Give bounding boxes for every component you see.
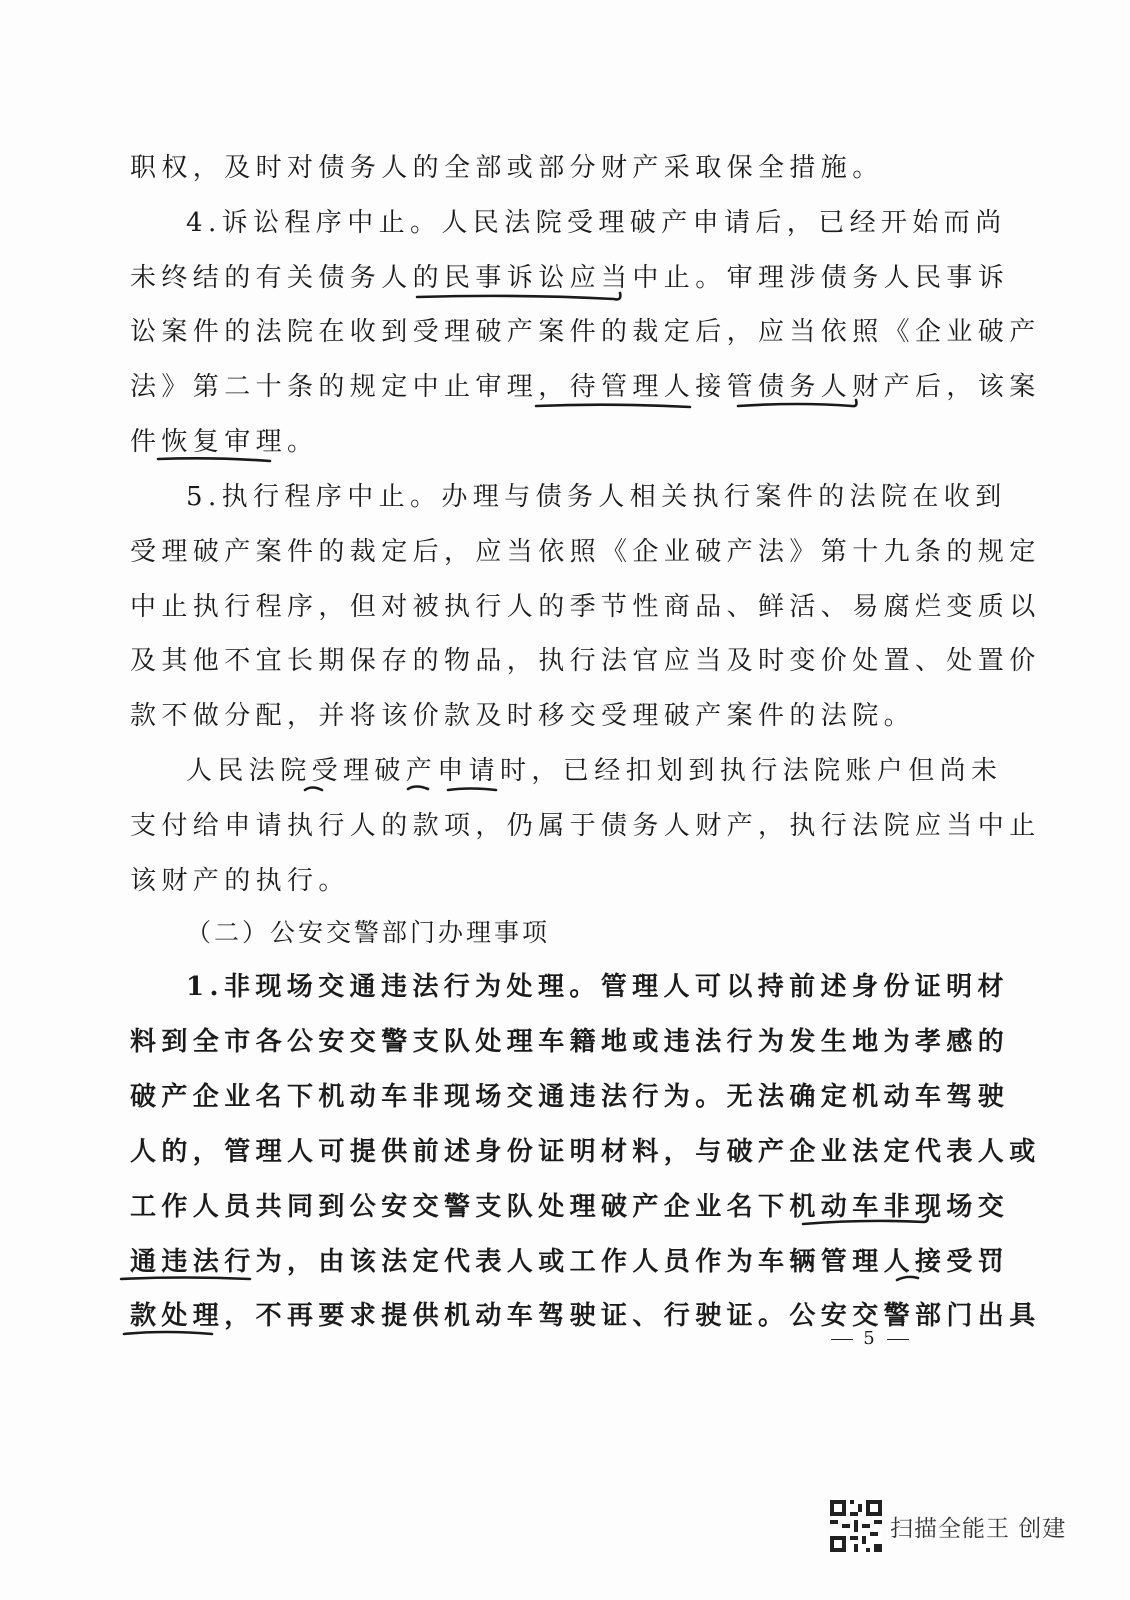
paragraph-4-line: 4.诉讼程序中止。人民法院受理破产申请后，已经开始而尚 [186, 208, 1007, 238]
dash-left [831, 1339, 853, 1340]
text-line: 该财产的执行。 [130, 866, 350, 896]
qr-code-icon [830, 1500, 882, 1552]
text-line: 破产企业名下机动车非现场交通违法行为。无法确定机动车驾驶 [130, 1082, 1010, 1112]
text-line: 料到全市各公安交警支队处理车籍地或违法行为发生地为孝感的 [130, 1027, 1010, 1057]
page-number-value: 5 [863, 1328, 877, 1349]
watermark-text: 扫描全能王 创建 [890, 1516, 1067, 1542]
text-line: 职权，及时对债务人的全部或部分财产采取保全措施。 [130, 153, 884, 183]
paragraph-1-line: 1.非现场交通违法行为处理。管理人可以持前述身份证明材 [186, 972, 1009, 1002]
paragraph-5-line: 5.执行程序中止。办理与债务人相关执行案件的法院在收到 [186, 482, 1007, 512]
text-line: 及其他不宜长期保存的物品，执行法官应当及时变价处置、处置价 [130, 646, 1041, 676]
text-line: 工作人员共同到公安交警支队处理破产企业名下机动车非现场交 [130, 1192, 1010, 1222]
text-line: 法》第二十条的规定中止审理，待管理人接管债务人财产后，该案 [130, 372, 1041, 402]
paragraph-line: 人民法院受理破产申请时，已经扣划到执行法院账户但尚未 [186, 756, 1003, 786]
text-line: 未终结的有关债务人的民事诉讼应当中止。审理涉债务人民事诉 [130, 263, 1010, 293]
text-line: 款处理，不再要求提供机动车驾驶证、行驶证。公安交警部门出具 [130, 1301, 1041, 1331]
text-line: 通违法行为，由该法定代表人或工作人员作为车辆管理人接受罚 [130, 1247, 1010, 1277]
page-number [820, 1328, 920, 1349]
dash-right [887, 1339, 909, 1340]
text-line: 受理破产案件的裁定后，应当依照《企业破产法》第十九条的规定 [130, 537, 1041, 567]
scanner-watermark [830, 1500, 1090, 1556]
text-line: 件恢复审理。 [130, 427, 319, 457]
text-line: 中止执行程序，但对被执行人的季节性商品、鲜活、易腐烂变质以 [130, 592, 1041, 622]
text-line: 人的，管理人可提供前述身份证明材料，与破产企业法定代表人或 [130, 1137, 1041, 1167]
section-heading: （二）公安交警部门办理事项 [186, 918, 551, 947]
text-line: 款不做分配，并将该价款及时移交受理破产案件的法院。 [130, 701, 916, 731]
text-line: 支付给申请执行人的款项，仍属于债务人财产，执行法院应当中止 [130, 811, 1041, 841]
text-line: 讼案件的法院在收到受理破产案件的裁定后，应当依照《企业破产 [130, 317, 1041, 347]
